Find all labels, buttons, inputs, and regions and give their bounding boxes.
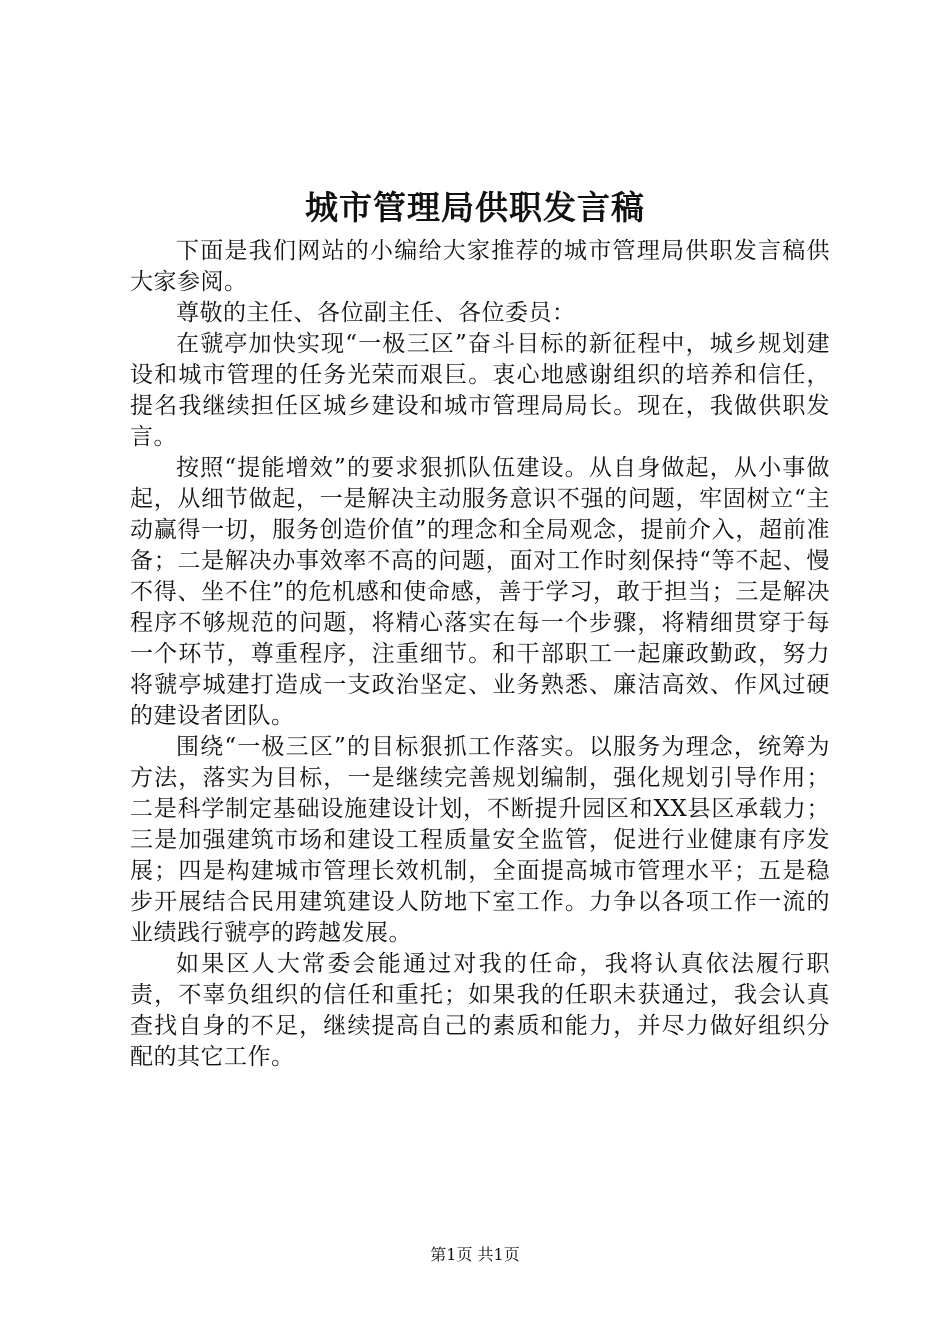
body-paragraph: 按照“提能增效”的要求狠抓队伍建设。从自身做起，从小事做起，从细节做起，一是解决主动服务意识不强的问题，牢固树立“主动赢得一切，服务创造价值”的理念和全局观念，提前介入，超前准备；二是解决办事效率不高的问题，面对工作时刻保持“等不起、慢不得、坐不住”的危机感和使命感，善于学习，敢于担当；三是解决程序不够规范的问题，将精心落实在每一个步骤，将精细贯穿于每一个环节，尊重程序，注重细节。和干部职工一起廉政勤政，努力将虢亭城建打造成一支政治坚定、业务熟悉、廉洁高效、作风过硬的建设者团队。 [130,455,830,729]
page-footer: 第1页 共1页 [430,1245,520,1264]
closing-paragraph: 如果区人大常委会能通过对我的任命，我将认真依法履行职责，不辜负组织的信任和重托；如果我的任职未获通过，我会认真查找自身的不足，继续提高自己的素质和能力，并尽力做好组织分配的其它工作。 [130,951,830,1070]
body-paragraph: 围绕“一极三区”的目标狠抓工作落实。以服务为理念，统筹为方法，落实为目标，一是继续完善规划编制，强化规划引导作用；二是科学制定基础设施建设计划，不断提升园区和XX县区承载力；三是加强建筑市场和建设工程质量安全监管，促进行业健康有序发展；四是构建城市管理长效机制，全面提高城市管理水平；五是稳步开展结合民用建筑建设人防地下室工作。力争以各项工作一流的业绩践行虢亭的跨越发展。 [130,734,830,946]
document-title: 城市管理局供职发言稿 [305,188,645,227]
intro-paragraph: 下面是我们网站的小编给大家推荐的城市管理局供职发言稿供大家参阅。 [130,238,830,295]
document-body [130,236,830,1073]
body-paragraph: 在虢亭加快实现“一极三区”奋斗目标的新征程中，城乡规划建设和城市管理的任务光荣而艰巨。衷心地感谢组织的培养和信任，提名我继续担任区城乡建设和城市管理局局长。现在，我做供职发言。 [130,331,830,450]
salutation-paragraph: 尊敬的主任、各位副主任、各位委员： [176,300,576,326]
